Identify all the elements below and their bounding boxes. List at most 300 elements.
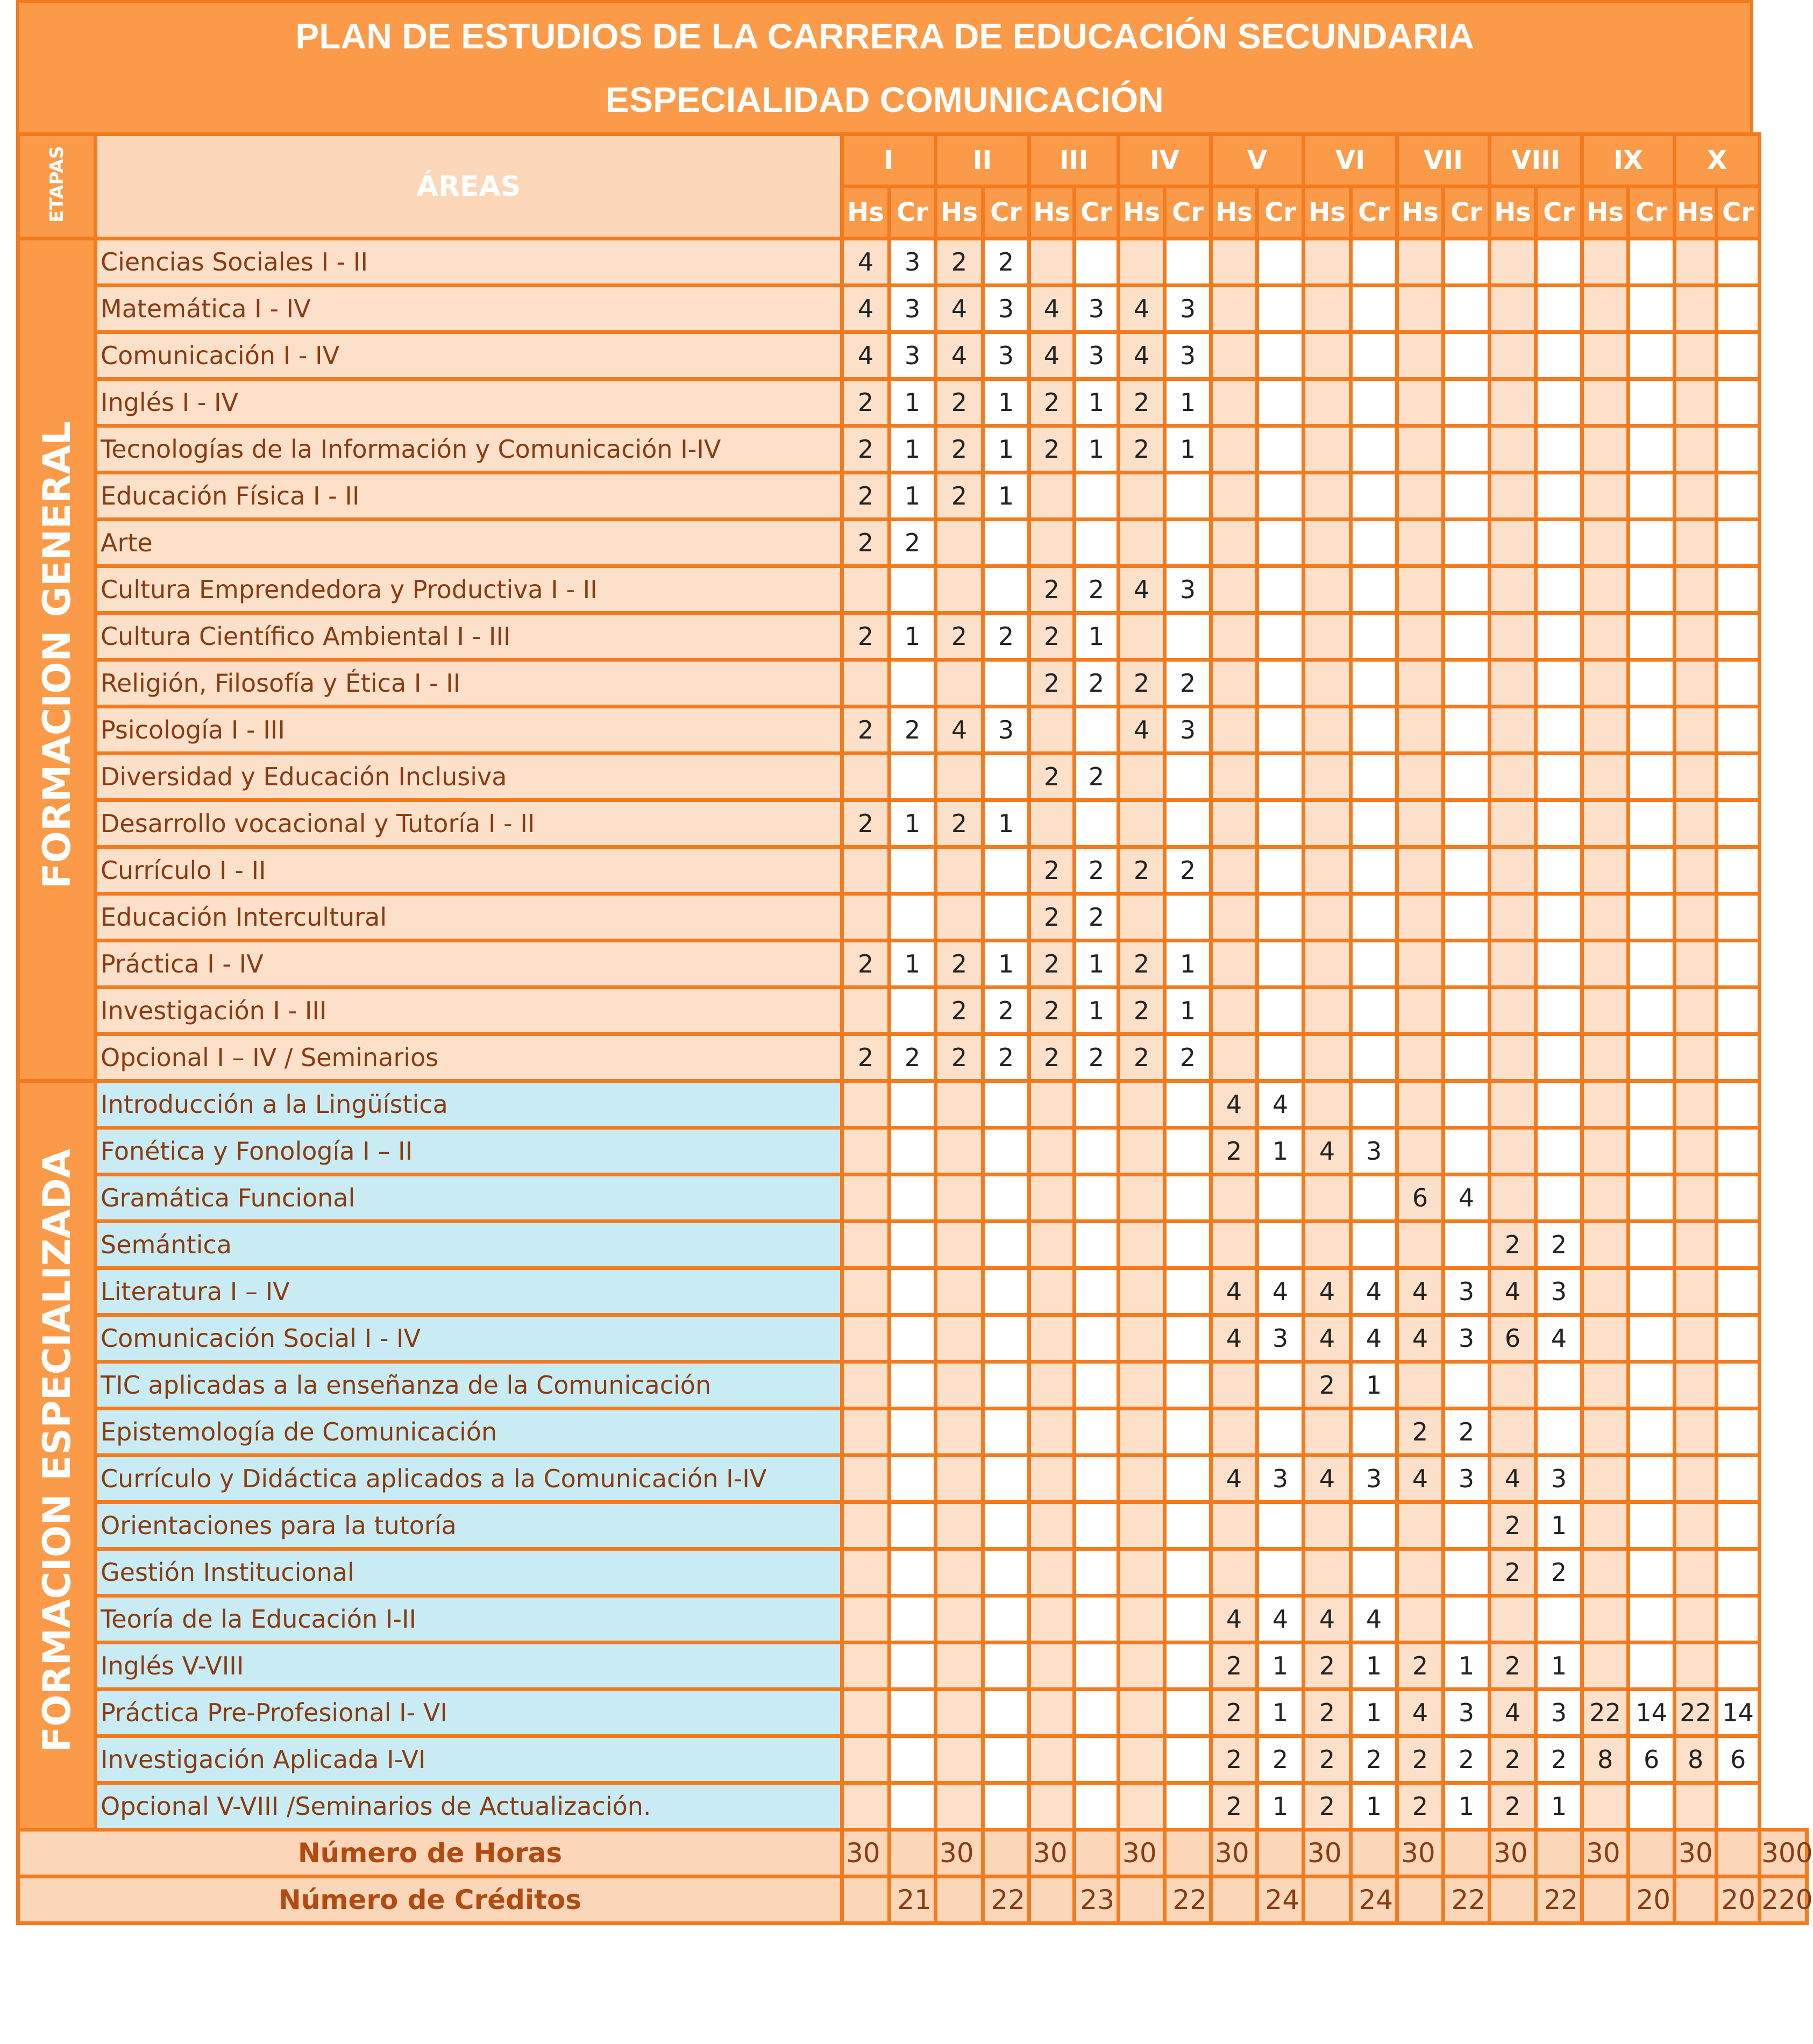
hours-cell [1582,800,1629,847]
credits-cell [1717,1222,1760,1268]
credits-cell: 3 [890,239,936,286]
hours-subheader: Hs [1675,187,1717,239]
credits-cell [1351,1409,1397,1456]
credits-cell [1075,1268,1119,1315]
hours-cell [1675,1362,1717,1409]
table-row [18,1034,1807,1081]
hours-cell [1675,1315,1717,1362]
hours-cell [1304,566,1351,613]
credits-cell [1351,286,1397,332]
hours-cell: 2 [1029,894,1075,941]
credits-cell [983,1456,1029,1502]
credits-cell [1717,754,1760,800]
hours-cell [1029,239,1075,286]
empty-cell [983,1830,1029,1877]
credits-cell [1257,1549,1304,1596]
table-row [18,1128,1807,1175]
credits-cell [1257,332,1304,379]
credits-cell [1165,1081,1211,1128]
hours-cell [936,1502,983,1549]
credits-cell [1075,1128,1119,1175]
hours-cell: 2 [1490,1783,1536,1830]
credits-cell [1717,988,1760,1034]
credits-cell: 3 [890,286,936,332]
credits-cell [1444,426,1490,473]
hours-cell: 2 [1211,1643,1257,1690]
credits-cell [983,1128,1029,1175]
table-row [18,1596,1807,1643]
spacer [1760,1409,1807,1456]
credits-cell: 2 [983,988,1029,1034]
hours-cell [1582,426,1629,473]
credits-cell [1075,1409,1119,1456]
credits-cell [1351,1549,1397,1596]
area-name: Diversidad y Educación Inclusiva [96,754,842,800]
hours-cell [1397,800,1444,847]
empty-cell [1119,1877,1165,1924]
credits-cell [1165,894,1211,941]
credits-cell [1629,1222,1675,1268]
hours-cell [1029,707,1075,754]
credits-cell [1257,379,1304,426]
hours-cell [1397,847,1444,894]
hours-cell [1675,1783,1717,1830]
hours-cell [1397,1081,1444,1128]
hours-cell: 2 [1490,1222,1536,1268]
hours-cell [1211,1175,1257,1222]
hours-cell [1119,1736,1165,1783]
spacer [1760,286,1807,332]
hours-cell [936,1690,983,1736]
hours-cell [1582,332,1629,379]
hours-cell [1582,1081,1629,1128]
credits-cell [1257,286,1304,332]
hours-cell [1582,894,1629,941]
hours-cell: 2 [1490,1549,1536,1596]
credits-cell [1717,1128,1760,1175]
empty-cell [1029,1877,1075,1924]
spacer [1760,754,1807,800]
spacer [1760,1222,1807,1268]
hours-cell [1582,1128,1629,1175]
hours-cell [1304,613,1351,660]
area-name: Arte [96,520,842,566]
credits-cell [890,1409,936,1456]
hours-cell [1397,1222,1444,1268]
hours-cell: 2 [1029,754,1075,800]
credits-cell [1165,1690,1211,1736]
hours-cell: 4 [1304,1596,1351,1643]
hours-cell [1397,332,1444,379]
credits-cell [1351,613,1397,660]
title-line-1: PLAN DE ESTUDIOS DE LA CARRERA DE EDUCACIÓN SECUNDARIA [295,16,1474,56]
credits-cell [1075,1456,1119,1502]
hours-subheader: Hs [1211,187,1257,239]
hours-cell [1397,941,1444,988]
credits-cell [890,660,936,707]
credits-cell [1165,1783,1211,1830]
credits-cell [1165,239,1211,286]
credits-cell [1075,1549,1119,1596]
hours-cell [1029,1128,1075,1175]
hours-cell: 2 [1119,660,1165,707]
table-row [18,1175,1807,1222]
hours-subheader: Hs [936,187,983,239]
hours-cell [1675,1409,1717,1456]
hours-cell [1397,1549,1444,1596]
credits-cell: 4 [1257,1081,1304,1128]
hours-cell [936,566,983,613]
credits-cell [1629,707,1675,754]
hours-cell [1397,1128,1444,1175]
hours-cell [842,847,890,894]
hours-cell [1490,800,1536,847]
hours-cell [1304,1175,1351,1222]
hours-cell [1304,239,1351,286]
hours-cell: 2 [1490,1736,1536,1783]
hours-cell [936,660,983,707]
hours-cell: 2 [842,426,890,473]
credits-cell [1257,1222,1304,1268]
hours-cell [1582,660,1629,707]
area-name: Cultura Emprendedora y Productiva I - II [96,566,842,613]
hours-cell: 4 [1490,1690,1536,1736]
hours-cell [1304,1502,1351,1549]
credits-cell [983,1268,1029,1315]
hours-cell [1211,379,1257,426]
credits-cell: 4 [1444,1175,1490,1222]
credits-cell [983,660,1029,707]
credits-cell [1444,379,1490,426]
hours-cell [1119,754,1165,800]
hours-cell: 2 [1211,1690,1257,1736]
credits-cell [1717,520,1760,566]
area-name: Educación Intercultural [96,894,842,941]
credits-cell [1165,1596,1211,1643]
credits-cell [1075,1690,1119,1736]
credits-cell [1629,988,1675,1034]
hours-cell: 2 [1029,1034,1075,1081]
credits-cell [1165,473,1211,520]
credits-cell: 2 [1075,894,1119,941]
area-name: Inglés I - IV [96,379,842,426]
credits-cell [1629,1362,1675,1409]
credits-cell [1629,754,1675,800]
hours-cell [1211,800,1257,847]
hours-cell [936,1736,983,1783]
hours-cell [842,1175,890,1222]
semester-hours-total: 30 [842,1830,890,1877]
hours-cell: 4 [1029,332,1075,379]
semester-credits-total: 22 [1165,1877,1211,1924]
table-row [18,1690,1807,1736]
credits-cell [1257,754,1304,800]
credits-cell [1629,426,1675,473]
credits-cell [1536,426,1582,473]
credits-cell [1629,1409,1675,1456]
hours-cell [1397,286,1444,332]
spacer [1760,1034,1807,1081]
credits-cell [1075,1596,1119,1643]
credits-cell [1257,1175,1304,1222]
hours-cell [1582,941,1629,988]
credits-cell [890,1643,936,1690]
semester-header: V [1211,134,1304,187]
hours-cell [1304,379,1351,426]
hours-subheader: Hs [1119,187,1165,239]
credits-cell [1629,286,1675,332]
hours-cell [1397,660,1444,707]
hours-cell [1304,1409,1351,1456]
credits-cell: 1 [890,613,936,660]
hours-cell [1119,1315,1165,1362]
credits-cell: 1 [983,426,1029,473]
hours-cell [1582,754,1629,800]
credits-cell: 4 [1351,1315,1397,1362]
credits-cell [1165,520,1211,566]
credits-cell: 3 [1351,1456,1397,1502]
hours-cell: 2 [1490,1643,1536,1690]
credits-cell [890,847,936,894]
credits-cell: 3 [1075,332,1119,379]
credits-cell [1075,1502,1119,1549]
area-name: Epistemología de Comunicación [96,1409,842,1456]
credits-cell [1444,332,1490,379]
hours-cell [1119,239,1165,286]
empty-cell [1165,1830,1211,1877]
hours-cell [936,1128,983,1175]
semester-header: I [842,134,936,187]
credits-cell: 1 [1351,1643,1397,1690]
hours-cell [1675,847,1717,894]
table-row [18,1783,1807,1830]
hours-cell [842,660,890,707]
empty-cell [1304,1877,1351,1924]
credits-cell [1351,847,1397,894]
credits-cell: 1 [983,800,1029,847]
hours-cell [1675,613,1717,660]
credits-cell [1075,520,1119,566]
empty-cell [1675,1877,1717,1924]
hours-cell [1582,1549,1629,1596]
credits-cell [1629,566,1675,613]
total-credits-label: Número de Créditos [18,1877,842,1924]
hours-cell [1490,286,1536,332]
hours-cell [1675,894,1717,941]
credits-cell [1629,1783,1675,1830]
credits-cell [1629,1643,1675,1690]
credits-cell [1629,1081,1675,1128]
credits-cell: 14 [1717,1690,1760,1736]
hours-cell [1490,1596,1536,1643]
credits-cell [890,1549,936,1596]
hours-cell [1582,566,1629,613]
empty-cell [1717,1830,1760,1877]
credits-cell [1444,800,1490,847]
hours-cell: 4 [1029,286,1075,332]
hours-cell: 2 [842,473,890,520]
credits-cell: 1 [890,800,936,847]
area-name: Opcional I – IV / Seminarios [96,1034,842,1081]
hours-cell [1211,894,1257,941]
area-name: Matemática I - IV [96,286,842,332]
credits-cell [1629,1175,1675,1222]
credits-cell: 3 [1165,566,1211,613]
area-name: Práctica I - IV [96,941,842,988]
credits-cell [1717,613,1760,660]
credits-subheader: Cr [1629,187,1675,239]
credits-cell: 1 [1351,1783,1397,1830]
hours-cell [1582,1362,1629,1409]
hours-cell [1675,1596,1717,1643]
credits-cell [1351,707,1397,754]
hours-cell: 2 [842,1034,890,1081]
hours-cell: 2 [1304,1783,1351,1830]
hours-cell [1582,1596,1629,1643]
credits-cell [1257,473,1304,520]
credits-cell [890,1690,936,1736]
hours-cell: 4 [1119,332,1165,379]
credits-cell: 6 [1629,1736,1675,1783]
credits-cell [1536,239,1582,286]
hours-cell [1490,1409,1536,1456]
hours-cell: 4 [1397,1690,1444,1736]
credits-cell [1536,613,1582,660]
hours-cell [936,1783,983,1830]
semester-hours-total: 30 [936,1830,983,1877]
credits-cell [1629,473,1675,520]
credits-cell [1536,332,1582,379]
empty-cell [1257,1830,1304,1877]
hours-cell [1490,332,1536,379]
credits-cell [1444,660,1490,707]
area-name: Práctica Pre-Profesional I- VI [96,1690,842,1736]
hours-cell [1490,613,1536,660]
credits-cell: 1 [890,473,936,520]
semester-header: II [936,134,1029,187]
hours-cell: 2 [1119,426,1165,473]
credits-cell [1075,707,1119,754]
credits-cell [1257,566,1304,613]
hours-cell [842,988,890,1034]
hours-cell [1397,426,1444,473]
hours-cell [1675,1081,1717,1128]
spacer [1760,332,1807,379]
credits-cell [1257,613,1304,660]
hours-cell [1211,426,1257,473]
credits-cell [1257,1502,1304,1549]
area-name: Currículo I - II [96,847,842,894]
credits-cell: 2 [1536,1222,1582,1268]
credits-cell: 2 [1075,847,1119,894]
hours-cell: 2 [936,613,983,660]
credits-cell [1351,941,1397,988]
credits-cell [1717,800,1760,847]
credits-cell [890,1783,936,1830]
credits-cell [1165,1362,1211,1409]
area-name: Semántica [96,1222,842,1268]
credits-cell [1717,1081,1760,1128]
hours-cell [1490,894,1536,941]
credits-cell: 2 [1165,1034,1211,1081]
credits-cell: 1 [983,941,1029,988]
hours-cell [1490,239,1536,286]
credits-cell: 2 [1075,566,1119,613]
hours-cell [1675,1268,1717,1315]
credits-cell [1444,1034,1490,1081]
table-row [18,379,1807,426]
hours-cell [1029,1362,1075,1409]
credits-cell [1075,1081,1119,1128]
hours-cell: 2 [842,800,890,847]
total-credits-row [18,1877,1807,1924]
credits-cell [1075,800,1119,847]
credits-cell [1536,660,1582,707]
hours-cell [842,1081,890,1128]
credits-cell [1536,379,1582,426]
credits-cell: 3 [1536,1268,1582,1315]
hours-cell [842,1690,890,1736]
credits-cell [1351,988,1397,1034]
spacer [1760,566,1807,613]
hours-cell [1397,988,1444,1034]
credits-cell: 2 [1257,1736,1304,1783]
semester-credits-total: 23 [1075,1877,1119,1924]
hours-cell [1211,660,1257,707]
hours-cell [1675,332,1717,379]
hours-cell: 4 [936,286,983,332]
area-name: Fonética y Fonología I – II [96,1128,842,1175]
credits-cell [983,1549,1029,1596]
hours-cell [1119,473,1165,520]
hours-cell: 2 [1304,1690,1351,1736]
area-name: Cultura Científico Ambiental I - III [96,613,842,660]
credits-cell [1717,1783,1760,1830]
hours-cell: 2 [1397,1643,1444,1690]
hours-cell [842,1128,890,1175]
hours-cell [1211,332,1257,379]
hours-cell: 2 [1029,941,1075,988]
credits-cell [1257,1362,1304,1409]
credits-cell [983,1596,1029,1643]
credits-cell [1536,566,1582,613]
hours-cell [1211,239,1257,286]
hours-cell [1119,1783,1165,1830]
hours-cell [1119,1596,1165,1643]
credits-cell [1444,1549,1490,1596]
hours-cell [1119,800,1165,847]
hours-cell: 4 [1211,1268,1257,1315]
empty-cell [1629,1830,1675,1877]
table-row [18,847,1807,894]
credits-cell [1629,847,1675,894]
hours-cell [842,1222,890,1268]
hours-cell: 2 [1119,379,1165,426]
hours-cell [1490,707,1536,754]
hours-cell: 2 [1029,566,1075,613]
hours-cell [1582,613,1629,660]
credits-cell [983,1362,1029,1409]
hours-cell [1211,520,1257,566]
hours-cell [1029,520,1075,566]
credits-cell [1257,1409,1304,1456]
hours-cell [1397,473,1444,520]
hours-cell [842,1736,890,1783]
hours-cell [1304,1549,1351,1596]
credits-cell [1075,1736,1119,1783]
credits-cell [983,566,1029,613]
hours-cell [936,1175,983,1222]
